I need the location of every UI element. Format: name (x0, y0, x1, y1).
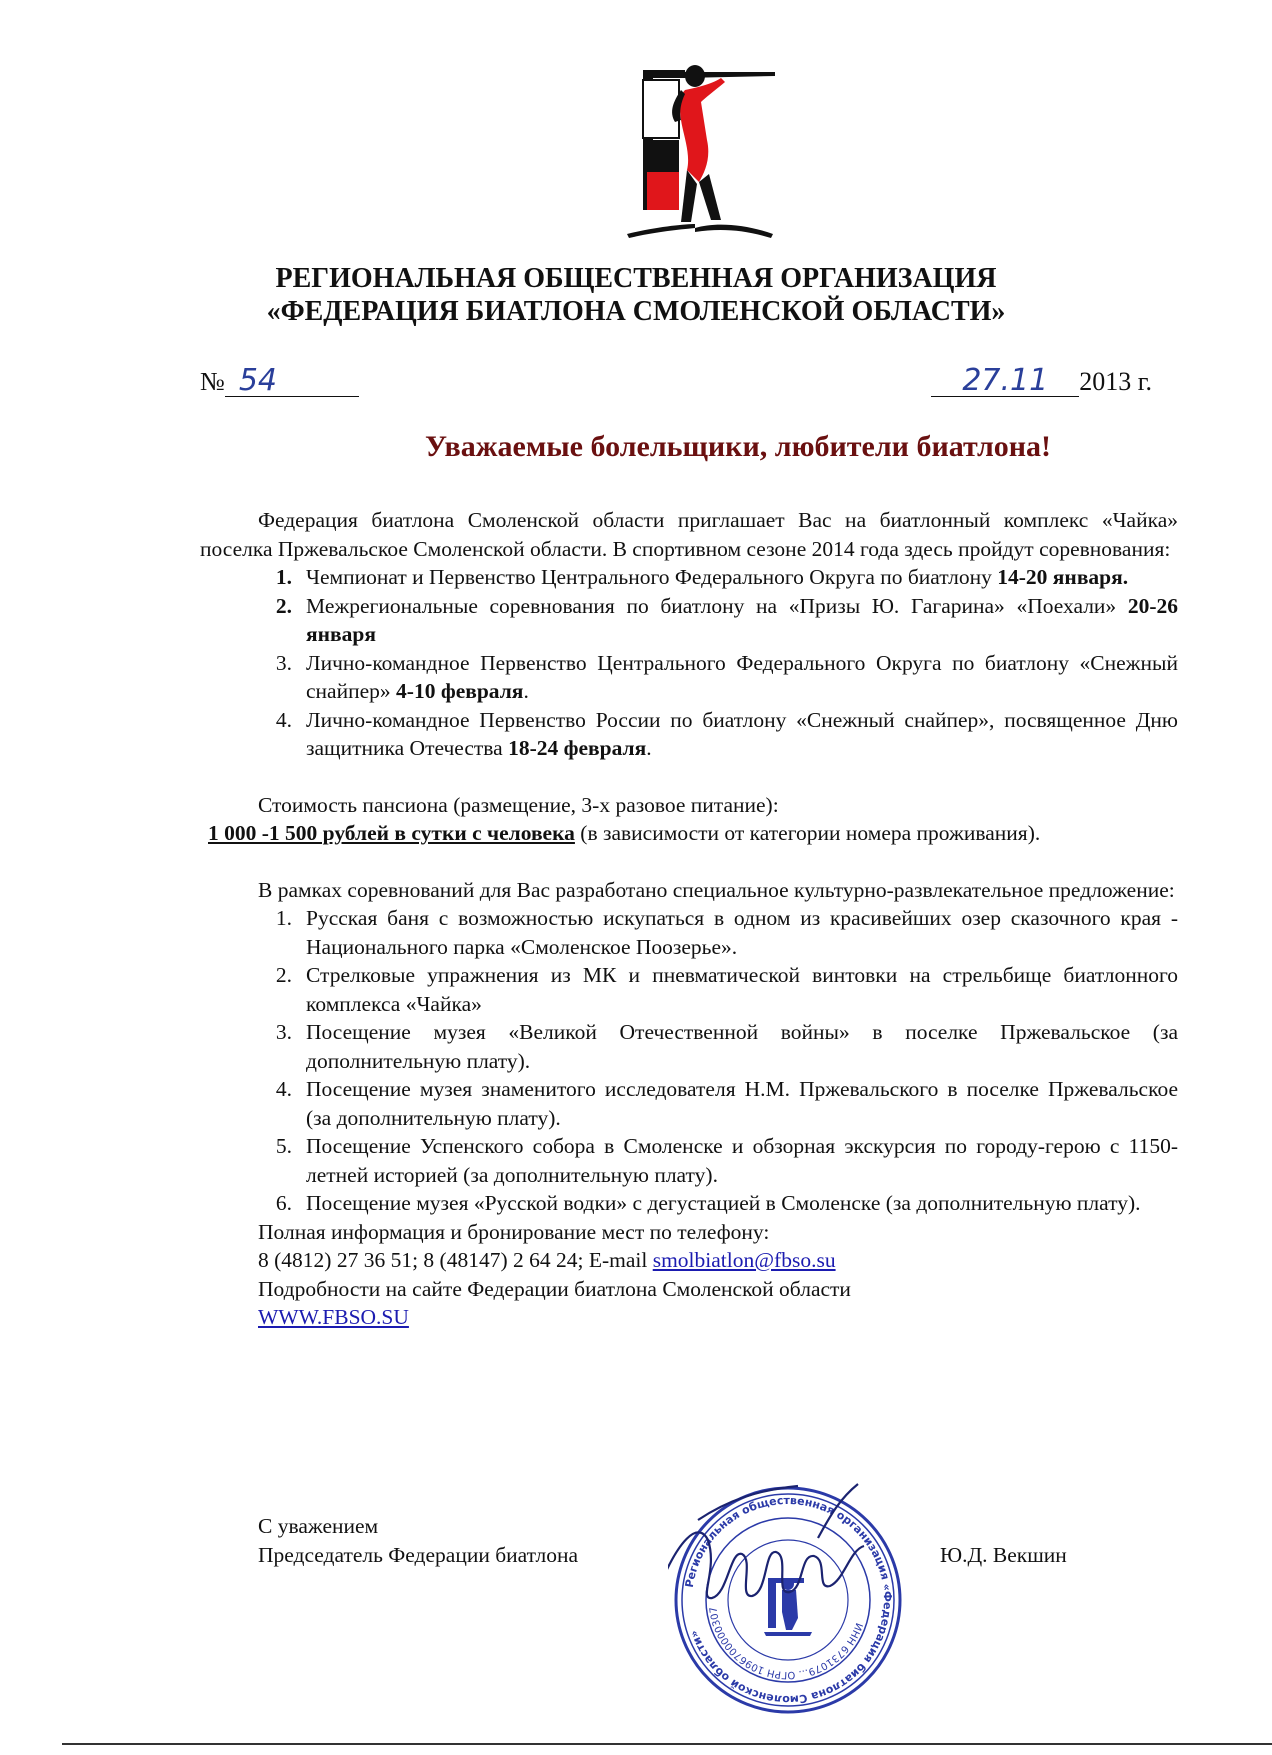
offer-number: 4. (275, 1077, 292, 1101)
stamp-ids: ИНН 6731079... ОГРН 1096700000307 (708, 1606, 865, 1681)
offer-item (200, 961, 1178, 1018)
pricing-price: 1 000 -1 500 рублей в сутки с человека (208, 821, 575, 845)
greeting-heading: Уважаемые болельщики, любители биатлона! (425, 430, 1052, 463)
organization-title-line1: РЕГИОНАЛЬНАЯ ОБЩЕСТВЕННАЯ ОРГАНИЗАЦИЯ (275, 263, 997, 294)
biathlete-logo (625, 62, 775, 242)
signature-regards: С уважением (258, 1514, 379, 1538)
stamp-ring-text: Региональная общественная организация «Федерация биатлона Смоленской области» (682, 1493, 895, 1707)
offer-item (200, 904, 1178, 961)
pricing-line (200, 819, 1178, 848)
year-suffix: 2013 г. (1079, 367, 1152, 396)
contact-info-line: Полная информация и бронирование мест по телефону: (258, 1219, 770, 1244)
email-link[interactable]: smolbiatlon@fbso.su (652, 1248, 836, 1272)
contact-phones-line (200, 1246, 1178, 1275)
offer-intro: В рамках соревнований для Вас разработано специальное культурно-развлекательное предложение: (258, 877, 1175, 902)
offer-number: 1. (275, 906, 292, 930)
signature-name: Ю.Д. Векшин (940, 1543, 1067, 1567)
competition-item (200, 706, 1178, 763)
competition-item (200, 563, 1178, 592)
competition-dates: 4-10 февраля (396, 679, 524, 703)
site-line: Подробности на сайте Федерации биатлона Смоленской области (258, 1276, 851, 1301)
competition-desc: Межрегиональные соревнования по биатлону на «Призы Ю. Гагарина» «Поехали» (306, 593, 1128, 618)
competition-text (306, 592, 1178, 649)
offer-item (200, 1018, 1178, 1075)
offer-text: Посещение музея «Русской водки» с дегустацией в Смоленске (за дополнительную плату). (306, 1191, 1141, 1215)
offers-list (200, 904, 1178, 1218)
offer-item (200, 1132, 1178, 1189)
competition-item (200, 649, 1178, 706)
competition-desc: Лично-командное Первенство Центрального Федерального Округа по биатлону «Снежный снайпер» (306, 650, 1178, 703)
competition-desc: Чемпионат и Первенство Центрального Федерального Округа по биатлону (306, 565, 998, 589)
competition-number: 2. (275, 593, 292, 618)
offer-number: 2. (275, 963, 292, 987)
number-label: № (200, 367, 225, 396)
competition-dates: 14-20 января. (997, 565, 1129, 589)
website-link[interactable]: WWW.FBSO.SU (258, 1305, 409, 1329)
competition-number: 4. (275, 707, 292, 732)
pricing-note: (в зависимости от категории номера проживания). (574, 821, 1041, 845)
signature-position: Председатель Федерации биатлона (258, 1543, 579, 1567)
offer-number: 6. (275, 1191, 292, 1215)
competition-text (306, 706, 1178, 763)
competition-tail: . (523, 679, 529, 703)
handwritten-number: 54 (225, 366, 359, 397)
offer-text: Посещение Успенского собора в Смоленске и обзорная экскурсия по городу-герою с 1150-летней историей (за дополнительную плату). (306, 1134, 1178, 1187)
contact-phones: 8 (4812) 27 36 51; 8 (48147) 2 64 24; E-mail (258, 1248, 653, 1272)
organization-stamp (668, 1480, 908, 1720)
offer-number: 5. (275, 1134, 292, 1158)
competition-item (200, 592, 1178, 649)
offer-item (200, 1189, 1178, 1218)
intro-paragraph: Федерация биатлона Смоленской области приглашает Вас на биатлонный комплекс «Чайка» поселка Пржевальское Смоленской области. В спортивном сезоне 2014 года здесь пройдут соревнования: (200, 508, 1178, 561)
competition-dates: 18-24 февраля (508, 736, 647, 760)
competitions-list (200, 563, 1178, 763)
organization-title-line2: «ФЕДЕРАЦИЯ БИАТЛОНА СМОЛЕНСКОЙ ОБЛАСТИ» (266, 296, 1006, 327)
handwritten-date: 27.11 (931, 366, 1079, 397)
offer-number: 3. (275, 1020, 292, 1044)
letter-body (200, 506, 1178, 1332)
footer-divider (62, 1743, 1272, 1745)
competition-text (306, 649, 1178, 706)
offer-item (200, 1075, 1178, 1132)
pricing-label: Стоимость пансиона (размещение, 3-х разовое питание): (258, 792, 779, 817)
site-line-url (200, 1303, 1178, 1332)
competition-number: 3. (275, 650, 292, 675)
competition-dates: 20-26 января (306, 593, 1178, 646)
offer-text: Посещение музея «Великой Отечественной войны» в поселке Пржевальское (за дополнительную плату). (306, 1020, 1178, 1073)
competition-desc: Лично-командное Первенство России по биатлону «Снежный снайпер», посвященное Дню защитника Отечества (306, 707, 1178, 760)
competition-number: 1. (275, 565, 292, 589)
offer-text: Русская баня с возможностью искупаться в одном из красивейших озер сказочного края - Национального парка «Смоленское Поозерье». (306, 906, 1178, 959)
competition-text (306, 563, 1178, 592)
competition-tail: . (646, 736, 652, 760)
organization-title (0, 262, 1272, 328)
reference-date (931, 363, 1152, 398)
reference-number (200, 363, 359, 398)
offer-text: Посещение музея знаменитого исследователя Н.М. Пржевальского в поселке Пржевальское (за дополнительную плату). (306, 1077, 1178, 1130)
stamp-biathlete-icon (764, 1578, 812, 1636)
offer-text: Стрелковые упражнения из МК и пневматической винтовки на стрельбище биатлонного комплекса «Чайка» (306, 963, 1178, 1016)
